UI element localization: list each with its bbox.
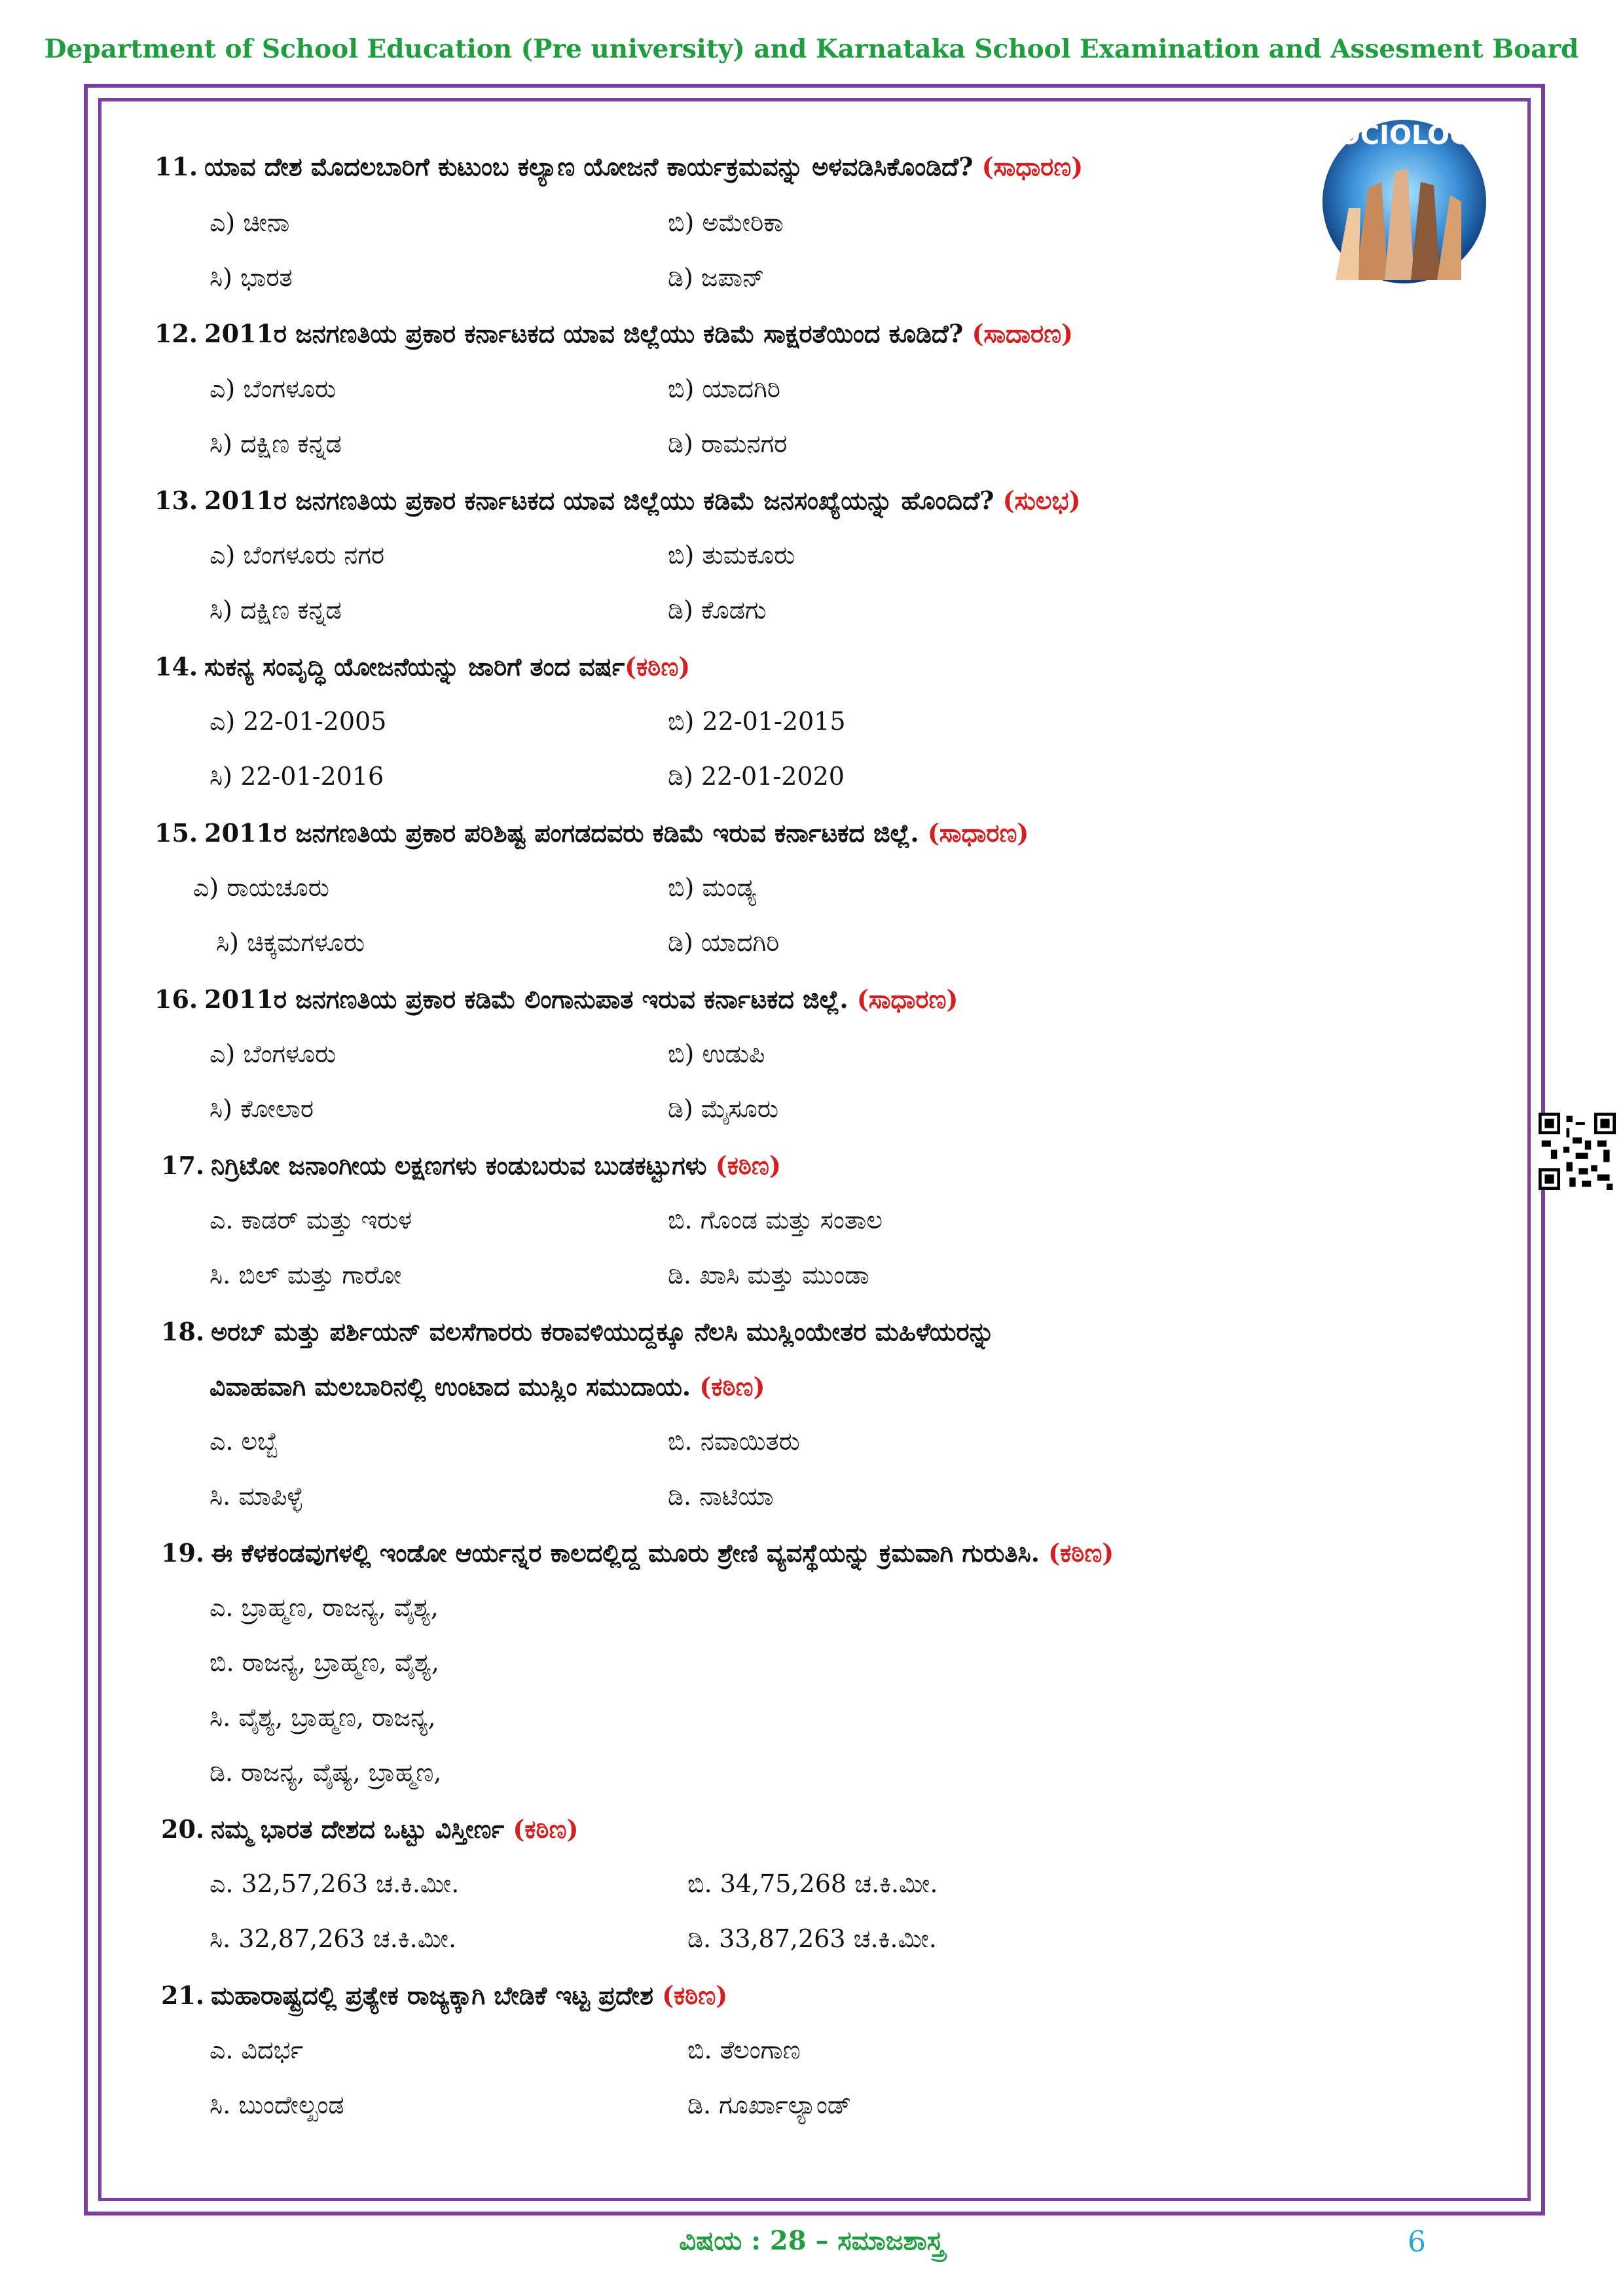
option-a: ಎ. ಲಬ್ಬೆ [210,1427,278,1456]
option-b: ಬಿ) ಮಂಡ್ಯ [668,873,756,902]
option-b: ಬಿ. ಗೊಂಡ ಮತ್ತು ಸಂತಾಲ [668,1206,883,1234]
question-13 [155,486,1333,516]
option-d: ಡಿ) ರಾಮನಗರ [668,429,788,458]
option-a: ಎ) ಬೆಂಗಳೂರು [210,1039,337,1068]
option-b: ಬಿ) ಅಮೇರಿಕಾ [668,208,784,237]
option-d: ಡಿ) ಕೊಡಗು [668,596,767,624]
option-a: ಎ) ಬೆಂಗಳೂರು ನಗರ [210,541,385,569]
option-b: ಬಿ) 22-01-2015 [668,707,846,736]
question-17 [161,1151,1340,1181]
option-c: ಸಿ. ಬುಂದೇಲ್ಖಂಡ [210,2090,344,2119]
difficulty-label: (ಕಠಿಣ) [715,1151,781,1180]
option-d: ಡಿ) ಜಪಾನ್ [668,263,765,292]
question-number: 15. [155,818,198,848]
question-text: ನಮ್ಮ ಭಾರತ ದೇಶದ ಒಟ್ಟು ವಿಸ್ತೀರ್ಣ [211,1814,505,1844]
question-number: 19. [161,1538,205,1568]
option-c: ಸಿ. ಬಿಲ್ ಮತ್ತು ಗಾರೋ [210,1261,402,1289]
difficulty-label: (ಸಾಧಾರಣ) [981,152,1084,181]
option-c: ಸಿ) ಚಿಕ್ಕಮಗಳೂರು [216,928,365,957]
option-a: ಎ. 32,57,263 ಚ.ಕಿ.ಮೀ. [210,1869,460,1898]
option-c: ಸಿ) ದಕ್ಷಿಣ ಕನ್ನಡ [210,596,342,624]
difficulty-label: (ಕಠಿಣ) [1048,1538,1114,1568]
page-footer-subject: ವಿಷಯ : 28 – ಸಮಾಜಶಾಸ್ತ್ರ [679,2225,944,2256]
option-a: ಎ) ಚೀನಾ [210,208,290,237]
question-21 [161,1981,1340,2011]
question-text: ವಿವಾಹವಾಗಿ ಮಲಬಾರಿನಲ್ಲಿ ಉಂಟಾದ ಮುಸ್ಲಿಂ ಸಮುದಾಯ. [210,1372,691,1401]
difficulty-label: (ಕಠಿಣ) [625,652,691,681]
option-c: ಸಿ) ಭಾರತ [210,263,293,292]
question-16 [155,984,1333,1014]
question-text: ಅರಬ್ ಮತ್ತು ಪರ್ಶಿಯನ್ ವಲಸೆಗಾರರು ಕರಾವಳಿಯುದ್ದಕ್ಕೂ ನೆಲಸಿ ಮುಸ್ಲಿಂಯೇತರ ಮಹಿಳೆಯರನ್ನು [211,1317,994,1346]
question-text: 2011ರ ಜನಗಣತಿಯ ಪ್ರಕಾರ ಕರ್ನಾಟಕದ ಯಾವ ಜಿಲ್ಲೆಯು ಕಡಿಮೆ ಸಾಕ್ಷರತೆಯಿಂದ ಕೂಡಿದೆ? [204,319,964,348]
option-c: ಸಿ. ಮಾಪಿಳ್ಳೆ [210,1482,303,1511]
question-number: 16. [155,984,198,1014]
difficulty-label: (ಸಾದಾರಣ) [972,319,1074,348]
question-number: 12. [155,319,198,348]
difficulty-label: (ಕಠಿಣ) [662,1981,728,2010]
option-c: ಸಿ. 32,87,263 ಚ.ಕಿ.ಮೀ. [210,1924,457,1953]
difficulty-label: (ಕಠಿಣ) [513,1814,579,1844]
question-14 [155,652,1333,682]
option-d: ಡಿ. ನಾಟಿಯಾ [668,1482,774,1511]
option-d: ಡಿ. 33,87,263 ಚ.ಕಿ.ಮೀ. [687,1924,937,1953]
question-number: 18. [161,1317,205,1346]
question-11 [155,152,1333,182]
option-b: ಬಿ) ತುಮಕೂರು [668,541,795,569]
difficulty-label: (ಸಾಧಾರಣ) [856,984,958,1014]
option-c: ಸಿ. ವೈಶ್ಯ, ಬ್ರಾಹ್ಮಣ, ರಾಜನ್ಯ, [210,1703,436,1732]
question-text: ನಿಗ್ರಿಟೋ ಜನಾಂಗೀಯ ಲಕ್ಷಣಗಳು ಕಂಡುಬರುವ ಬುಡಕಟ್ಟುಗಳು [211,1151,707,1180]
question-number: 17. [161,1151,205,1180]
question-text: ಮಹಾರಾಷ್ಟ್ರದಲ್ಲಿ ಪ್ರತ್ಯೇಕ ರಾಜ್ಯಕ್ಕಾಗಿ ಬೇಡಿಕೆ ಇಟ್ಟ ಪ್ರದೇಶ [211,1981,653,2010]
question-text: 2011ರ ಜನಗಣತಿಯ ಪ್ರಕಾರ ಕರ್ನಾಟಕದ ಯಾವ ಜಿಲ್ಲೆಯು ಕಡಿಮೆ ಜನಸಂಖ್ಯೆಯನ್ನು ಹೊಂದಿದೆ? [204,486,994,515]
option-b: ಬಿ. ನವಾಯಿತರು [668,1427,800,1456]
option-b: ಬಿ. ರಾಜನ್ಯ, ಬ್ರಾಹ್ಮಣ, ವೈಶ್ಯ, [210,1648,439,1677]
page-header: Department of School Education (Pre university) and Karnataka School Examination and Assesment Board [44,34,1579,64]
option-a: ಎ. ವಿದರ್ಭ [210,2036,304,2064]
option-a: ಎ. ಕಾಡರ್ ಮತ್ತು ಇರುಳ [210,1206,412,1234]
difficulty-label: (ಕಠಿಣ) [699,1372,765,1401]
question-text: ಈ ಕೆಳಕಂಡವುಗಳಲ್ಲಿ ಇಂಡೋ ಆರ್ಯನ್ನರ ಕಾಲದಲ್ಲಿದ್ದ ಮೂರು ಶ್ರೇಣಿ ವ್ಯವಸ್ಥೆಯನ್ನು ಕ್ರಮವಾಗಿ ಗುರುತಿಸಿ. [211,1538,1040,1568]
option-a: ಎ. ಬ್ರಾಹ್ಮಣ, ರಾಜನ್ಯ, ವೈಶ್ಯ, [210,1593,439,1622]
option-d: ಡಿ. ಗೂರ್ಖಾಲ್ಯಾಂಡ್ [687,2090,852,2119]
page-number: 6 [1408,2225,1426,2259]
option-b: ಬಿ) ಯಾದಗಿರಿ [668,374,780,403]
option-b: ಬಿ) ಉಡುಪಿ [668,1039,765,1068]
question-number: 21. [161,1981,205,2010]
question-12 [155,319,1333,349]
option-c: ಸಿ) ಕೋಲಾರ [210,1094,314,1123]
question-text: 2011ರ ಜನಗಣತಿಯ ಪ್ರಕಾರ ಪರಿಶಿಷ್ಟ ಪಂಗಡದವರು ಕಡಿಮೆ ಇರುವ ಕರ್ನಾಟಕದ ಜಿಲ್ಲೆ. [204,818,919,848]
option-a: ಎ) 22-01-2005 [210,707,387,736]
question-20 [161,1814,1340,1844]
question-15 [155,818,1333,848]
question-text: ಯಾವ ದೇಶ ಮೊದಲಬಾರಿಗೆ ಕುಟುಂಬ ಕಲ್ಯಾಣ ಯೋಜನೆ ಕಾರ್ಯಕ್ರಮವನ್ನು ಅಳವಡಿಸಿಕೊಂಡಿದೆ? [204,152,974,181]
option-c: ಸಿ) ದಕ್ಷಿಣ ಕನ್ನಡ [210,429,342,458]
logo-text: SOCIOLOGY [1319,120,1490,151]
option-a: ಎ) ಬೆಂಗಳೂರು [210,374,337,403]
option-d: ಡಿ) 22-01-2020 [668,762,845,791]
option-b: ಬಿ. ತೆಲಂಗಾಣ [687,2036,801,2064]
difficulty-label: (ಸುಲಭ) [1002,486,1081,515]
question-number: 13. [155,486,198,515]
question-number: 11. [155,152,198,181]
question-18-continuation [210,1372,765,1402]
option-d: ಡಿ. ರಾಜನ್ಯ, ವೈಷ್ಯ, ಬ್ರಾಹ್ಮಣ, [210,1758,442,1787]
question-text: ಸುಕನ್ಯ ಸಂವೃದ್ಧಿ ಯೋಜನೆಯನ್ನು ಜಾರಿಗೆ ತಂದ ವರ್ಷ [204,652,625,681]
option-d: ಡಿ. ಖಾಸಿ ಮತ್ತು ಮುಂಡಾ [668,1261,869,1289]
question-18 [161,1317,1340,1347]
question-19 [161,1538,1340,1568]
question-text: 2011ರ ಜನಗಣತಿಯ ಪ್ರಕಾರ ಕಡಿಮೆ ಲಿಂಗಾನುಪಾತ ಇರುವ ಕರ್ನಾಟಕದ ಜಿಲ್ಲೆ. [204,984,848,1014]
option-d: ಡಿ) ಯಾದಗಿರಿ [668,928,780,957]
option-d: ಡಿ) ಮೈಸೂರು [668,1094,779,1123]
difficulty-label: (ಸಾಧಾರಣ) [927,818,1029,848]
option-c: ಸಿ) 22-01-2016 [210,762,384,791]
question-number: 20. [161,1814,205,1844]
question-number: 14. [155,652,198,681]
option-a: ಎ) ರಾಯಚೂರು [193,873,329,902]
option-b: ಬಿ. 34,75,268 ಚ.ಕಿ.ಮೀ. [687,1869,938,1898]
